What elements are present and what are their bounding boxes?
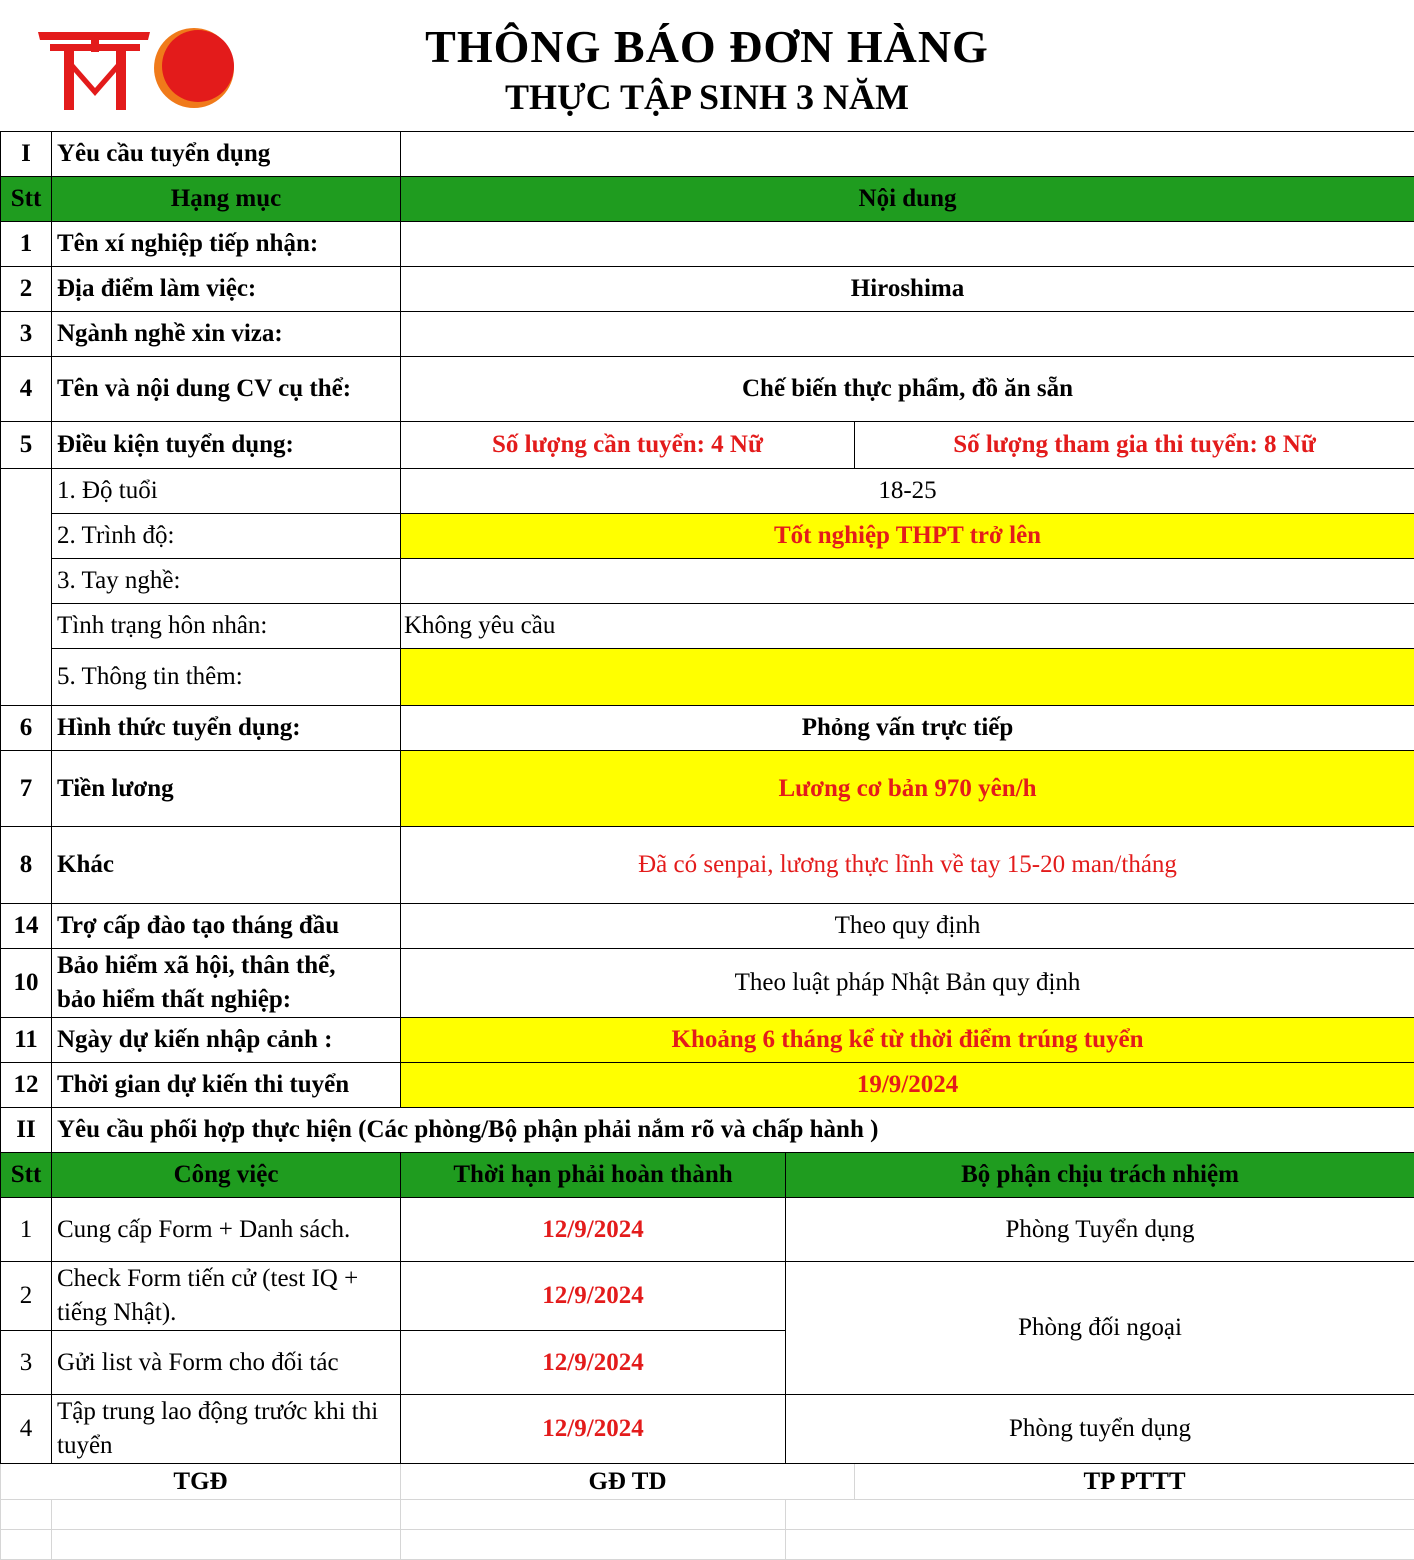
- row-value: Theo quy định: [401, 904, 1414, 949]
- row-value: Đã có senpai, lương thực lĩnh về tay 15-20 man/tháng: [401, 827, 1414, 904]
- col-deadline: Thời hạn phải hoàn thành: [401, 1153, 786, 1198]
- row-number: 11: [1, 1018, 52, 1063]
- empty-cell: [401, 1500, 786, 1530]
- sub-value: 18-25: [401, 469, 1414, 514]
- task-dept: Phòng tuyển dụng: [786, 1395, 1414, 1464]
- row-number: 10: [1, 949, 52, 1018]
- task-dept: Phòng Tuyển dụng: [786, 1198, 1414, 1262]
- sub-label: 3. Tay nghề:: [52, 559, 401, 604]
- table-row: [1, 904, 1414, 949]
- section-1-header: [1, 132, 1414, 177]
- row-number: 2: [1, 267, 52, 312]
- condition-sub-row: [1, 649, 1414, 706]
- col-item: Hạng mục: [52, 177, 401, 222]
- task-row: [1, 1198, 1414, 1262]
- section-number: II: [1, 1108, 52, 1153]
- conditions-row: [1, 422, 1414, 469]
- task-name: Check Form tiến cử (test IQ + tiếng Nhật).: [52, 1262, 401, 1331]
- row-number: 12: [1, 1063, 52, 1108]
- empty-cell: [1, 1530, 52, 1560]
- col-stt: Stt: [1, 1153, 52, 1198]
- section-number: I: [1, 132, 52, 177]
- row-number: 8: [1, 827, 52, 904]
- row-label: Tên xí nghiệp tiếp nhận:: [52, 222, 401, 267]
- empty-cell: [52, 1530, 401, 1560]
- row-value: Theo luật pháp Nhật Bản quy định: [401, 949, 1414, 1018]
- row-label: Ngành nghề xin viza:: [52, 312, 401, 357]
- sub-value: [401, 649, 1414, 706]
- row-label: Điều kiện tuyển dụng:: [52, 422, 401, 469]
- sub-value: [401, 559, 1414, 604]
- row-number: 3: [1, 312, 52, 357]
- row-label: Trợ cấp đào tạo tháng đầu: [52, 904, 401, 949]
- row-number: 1: [1, 1198, 52, 1262]
- empty-cell: [1, 1500, 52, 1530]
- row-number: 7: [1, 751, 52, 827]
- condition-sub-row: [1, 604, 1414, 649]
- row-label: Địa điểm làm việc:: [52, 267, 401, 312]
- row-number: 6: [1, 706, 52, 751]
- row-value: Phỏng vấn trực tiếp: [401, 706, 1414, 751]
- sub-label: 1. Độ tuổi: [52, 469, 401, 514]
- row-value: [401, 312, 1414, 357]
- col-task: Công việc: [52, 1153, 401, 1198]
- row-number: 14: [1, 904, 52, 949]
- row-number: 1: [1, 222, 52, 267]
- row-label-line: Bảo hiểm xã hội, thân thể,: [57, 952, 336, 979]
- row-number: 5: [1, 422, 52, 469]
- task-dept: Phòng đối ngoại: [786, 1262, 1414, 1395]
- column-headers: [1, 1153, 1414, 1198]
- row-number: 2: [1, 1262, 52, 1331]
- section-title: Yêu cầu tuyển dụng: [52, 132, 401, 177]
- empty-cell: [401, 1530, 786, 1560]
- column-headers: [1, 177, 1414, 222]
- task-row: [1, 1262, 1414, 1331]
- row-label: Thời gian dự kiến thi tuyển: [52, 1063, 401, 1108]
- participants-value: Số lượng tham gia thi tuyển: 8 Nữ: [855, 422, 1414, 469]
- task-name: Tập trung lao động trước khi thi tuyển: [52, 1395, 401, 1464]
- blank-row: [1, 1530, 1414, 1560]
- row-value: 19/9/2024: [401, 1063, 1414, 1108]
- table-row: [1, 751, 1414, 827]
- row-label: Ngày dự kiến nhập cảnh :: [52, 1018, 401, 1063]
- blank-row: [1, 1500, 1414, 1530]
- row-label: Tiền lương: [52, 751, 401, 827]
- table-row: [1, 222, 1414, 267]
- signature-department-head: TP PTTT: [855, 1464, 1414, 1500]
- sub-label: 2. Trình độ:: [52, 514, 401, 559]
- row-label: Hình thức tuyển dụng:: [52, 706, 401, 751]
- col-stt: Stt: [1, 177, 52, 222]
- table-row: [1, 267, 1414, 312]
- signature-row: [1, 1464, 1414, 1500]
- row-value: Lương cơ bản 970 yên/h: [401, 751, 1414, 827]
- task-name: Gửi list và Form cho đối tác: [52, 1331, 401, 1395]
- row-label: [52, 949, 401, 1018]
- table-row: [1, 357, 1414, 422]
- table-row: [1, 1018, 1414, 1063]
- section-title: Yêu cầu phối hợp thực hiện (Các phòng/Bộ phận phải nắm rõ và chấp hành ): [52, 1108, 1414, 1153]
- row-label: Khác: [52, 827, 401, 904]
- table-row: [1, 827, 1414, 904]
- sub-value: Không yêu cầu: [401, 604, 1414, 649]
- page-header: [0, 0, 1414, 131]
- table-row: [1, 706, 1414, 751]
- quota-value: Số lượng cần tuyển: 4 Nữ: [401, 422, 855, 469]
- empty-cell: [786, 1530, 1414, 1560]
- order-table: [0, 131, 1414, 1560]
- row-value: [401, 222, 1414, 267]
- condition-sub-row: [1, 559, 1414, 604]
- signature-recruitment-director: GĐ TD: [401, 1464, 855, 1500]
- empty-cell: [401, 132, 1414, 177]
- task-deadline: 12/9/2024: [401, 1198, 786, 1262]
- row-number: 3: [1, 1331, 52, 1395]
- row-number: 4: [1, 357, 52, 422]
- task-row: [1, 1395, 1414, 1464]
- row-label-line: bảo hiểm thất nghiệp:: [57, 986, 291, 1013]
- row-label: Tên và nội dung CV cụ thể:: [52, 357, 401, 422]
- section-2-header: [1, 1108, 1414, 1153]
- sub-label: 5. Thông tin thêm:: [52, 649, 401, 706]
- page-title: THÔNG BÁO ĐƠN HÀNG: [0, 20, 1414, 73]
- row-value: Chế biến thực phẩm, đồ ăn sẵn: [401, 357, 1414, 422]
- table-row: [1, 949, 1414, 1018]
- empty-cell: [786, 1500, 1414, 1530]
- condition-sub-row: [1, 514, 1414, 559]
- col-content: Nội dung: [401, 177, 1414, 222]
- row-value: Khoảng 6 tháng kể từ thời điểm trúng tuyển: [401, 1018, 1414, 1063]
- table-row: [1, 1063, 1414, 1108]
- table-row: [1, 312, 1414, 357]
- col-dept: Bộ phận chịu trách nhiệm: [786, 1153, 1414, 1198]
- row-value: Hiroshima: [401, 267, 1414, 312]
- sub-label: Tình trạng hôn nhân:: [52, 604, 401, 649]
- empty-cell: [52, 1500, 401, 1530]
- task-deadline: 12/9/2024: [401, 1262, 786, 1331]
- task-deadline: 12/9/2024: [401, 1395, 786, 1464]
- task-name: Cung cấp Form + Danh sách.: [52, 1198, 401, 1262]
- page-subtitle: THỰC TẬP SINH 3 NĂM: [0, 76, 1414, 118]
- empty-cell: [1, 469, 52, 706]
- row-number: 4: [1, 1395, 52, 1464]
- task-deadline: 12/9/2024: [401, 1331, 786, 1395]
- sub-value: Tốt nghiệp THPT trở lên: [401, 514, 1414, 559]
- signature-ceo: TGĐ: [1, 1464, 401, 1500]
- condition-sub-row: [1, 469, 1414, 514]
